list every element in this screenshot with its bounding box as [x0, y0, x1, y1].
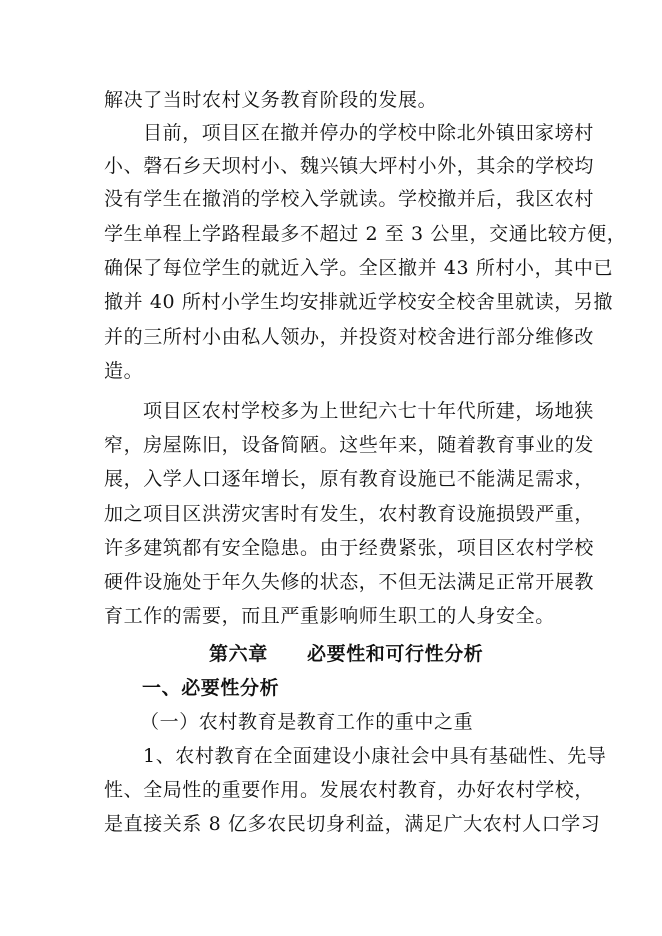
paragraph-line: 硬件设施处于年久失修的状态，不但无法满足正常开展教: [104, 571, 595, 593]
paragraph-line: 确保了每位学生的就近入学。全区撤并 43 所村小，其中已: [104, 257, 614, 279]
paragraph-line: 目前，项目区在撤并停办的学校中除北外镇田家塝村: [143, 122, 594, 144]
paragraph-line: 解决了当时农村义务教育阶段的发展。: [104, 89, 438, 111]
paragraph-line: 撤并 40 所村小学生均安排就近学校安全校舍里就读，另撤: [104, 291, 614, 313]
paragraph-line: 小、磬石乡天坝村小、魏兴镇大坪村小外，其余的学校均: [104, 155, 595, 177]
paragraph-line: 窄，房屋陈旧，设备简陋。这些年来，随着教育事业的发: [104, 434, 595, 456]
paragraph-line: 加之项目区洪涝灾害时有发生，农村教育设施损毁严重，: [104, 503, 595, 525]
paragraph-line: 学生单程上学路程最多不超过 2 至 3 公里，交通比较方便，: [104, 223, 627, 245]
paragraph-line: 是直接关系 8 亿多农民切身利益，满足广大农村人口学习: [104, 813, 601, 835]
paragraph-line: 许多建筑都有安全隐患。由于经费紧张，项目区农村学校: [104, 537, 595, 559]
paragraph-line: 1、农村教育在全面建设小康社会中具有基础性、先导: [143, 745, 607, 767]
subsection-heading: （一）农村教育是教育工作的重中之重: [140, 711, 474, 733]
paragraph-line: 项目区农村学校多为上世纪六七十年代所建，场地狭: [143, 400, 594, 422]
chapter-title: 第六章 必要性和可行性分析: [209, 643, 484, 665]
paragraph-line: 展，入学人口逐年增长，原有教育设施已不能满足需求，: [104, 468, 595, 490]
paragraph-line: 并的三所村小由私人领办，并投资对校舍进行部分维修改: [104, 326, 595, 348]
paragraph-line: 造。: [104, 360, 144, 382]
paragraph-line: 性、全局性的重要作用。发展农村教育，办好农村学校，: [104, 779, 595, 801]
section-heading: 一、必要性分析: [142, 677, 280, 699]
paragraph-line: 育工作的需要，而且严重影响师生职工的人身安全。: [104, 605, 555, 627]
paragraph-line: 没有学生在撤消的学校入学就读。学校撤并后，我区农村: [104, 188, 595, 210]
